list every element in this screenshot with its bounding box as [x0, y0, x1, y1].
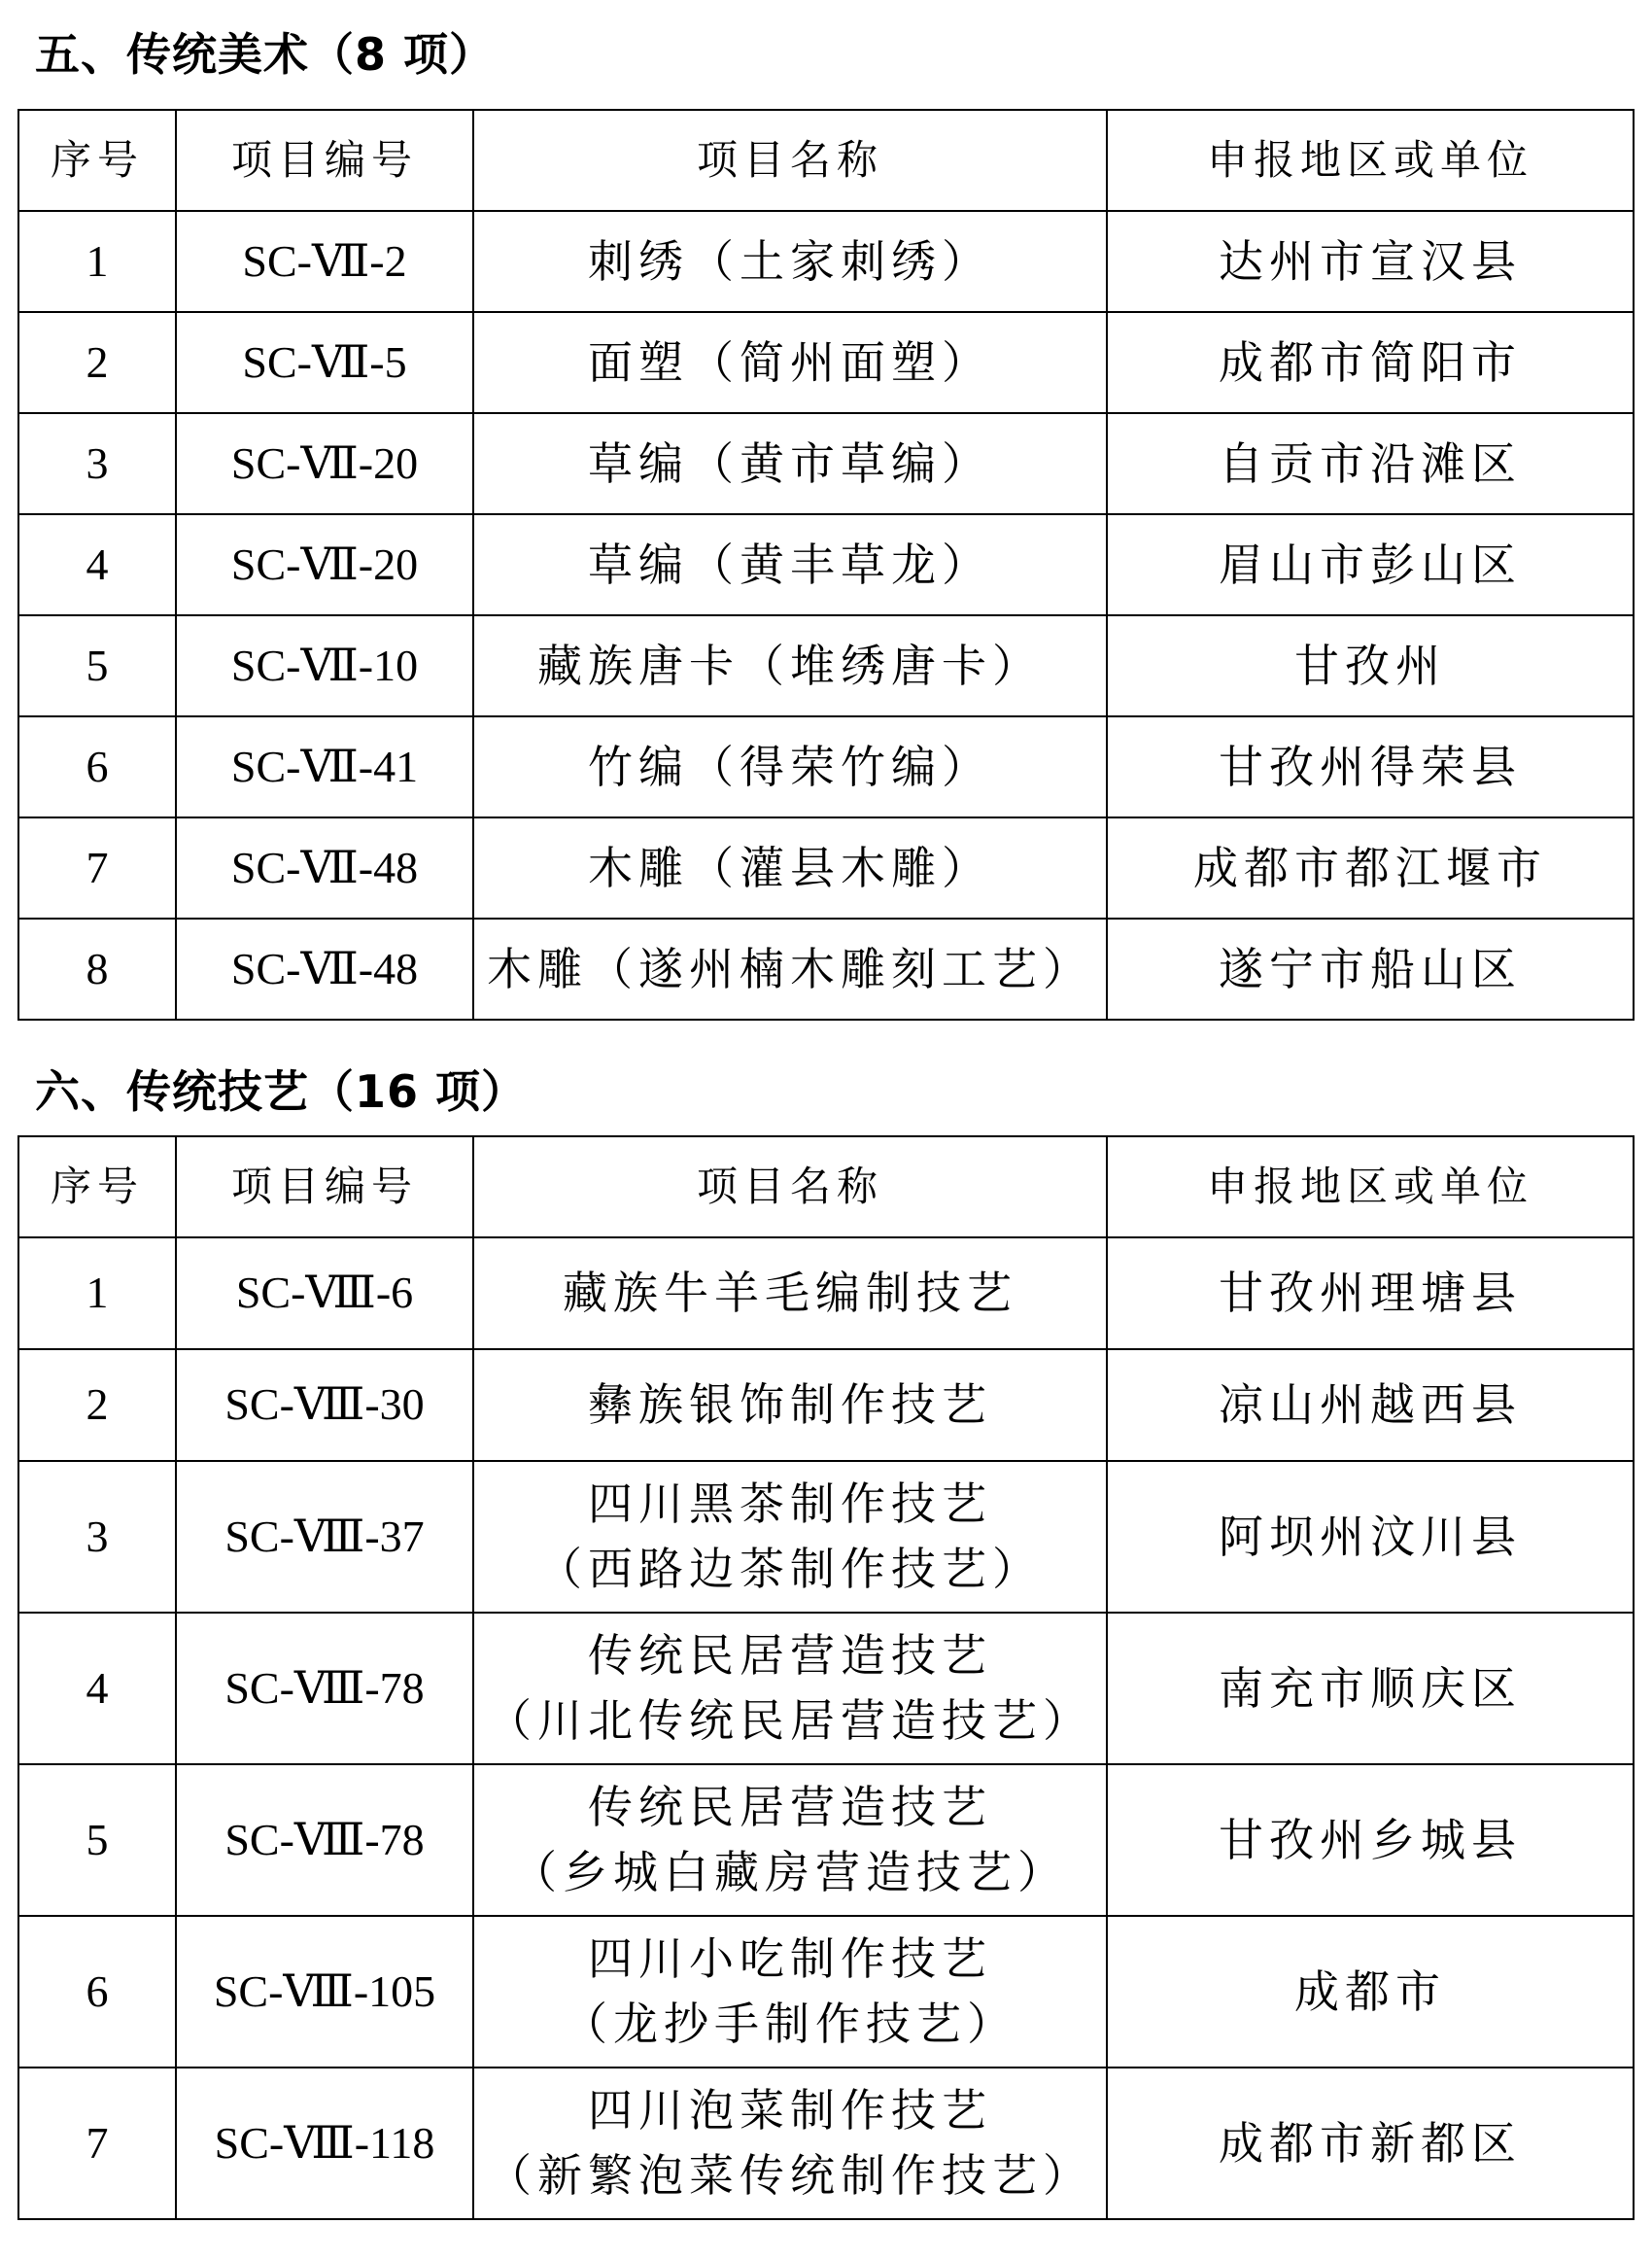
cell-code: SC-Ⅷ-6 — [176, 1237, 473, 1349]
cell-name — [473, 1764, 1107, 1916]
cell-name-line: 四川小吃制作技艺 — [588, 1932, 992, 1986]
table-row — [18, 1764, 1634, 1916]
cell-name-line: （川北传统民居营造技艺） — [487, 1694, 1093, 1747]
cell-region: 甘孜州乡城县 — [1107, 1764, 1634, 1916]
cell-name-line: 四川黑茶制作技艺 — [588, 1477, 992, 1531]
cell-region: 阿坝州汶川县 — [1107, 1461, 1634, 1613]
table-row — [18, 514, 1634, 615]
table-header-row — [18, 110, 1634, 211]
cell-code: SC-Ⅶ-48 — [176, 919, 473, 1020]
table-row — [18, 1613, 1634, 1764]
cell-name-line: 刺绣（土家刺绣） — [588, 234, 992, 288]
table-traditional-art — [17, 109, 1635, 1021]
cell-serial: 4 — [18, 514, 176, 615]
section-title-traditional-craft: 六、传统技艺（16 项） — [35, 1065, 528, 1118]
cell-code: SC-Ⅷ-105 — [176, 1916, 473, 2068]
table-row — [18, 413, 1634, 514]
cell-name — [473, 1461, 1107, 1613]
cell-region: 成都市简阳市 — [1107, 312, 1634, 413]
cell-serial: 6 — [18, 1916, 176, 2068]
cell-code: SC-Ⅶ-5 — [176, 312, 473, 413]
cell-serial: 4 — [18, 1613, 176, 1764]
cell-name — [473, 919, 1107, 1020]
header-name: 项目名称 — [473, 110, 1107, 211]
cell-name — [473, 312, 1107, 413]
cell-name-line: （西路边茶制作技艺） — [537, 1543, 1043, 1595]
cell-serial: 7 — [18, 817, 176, 919]
cell-code: SC-Ⅶ-10 — [176, 615, 473, 716]
cell-code: SC-Ⅶ-41 — [176, 716, 473, 817]
cell-name — [473, 1916, 1107, 2068]
header-region: 申报地区或单位 — [1107, 1136, 1634, 1237]
cell-code: SC-Ⅷ-118 — [176, 2068, 473, 2219]
cell-name-line: 面塑（简州面塑） — [588, 335, 992, 389]
table-row — [18, 2068, 1634, 2219]
cell-serial: 1 — [18, 211, 176, 312]
cell-name — [473, 413, 1107, 514]
table-row — [18, 716, 1634, 817]
cell-region: 甘孜州理塘县 — [1107, 1237, 1634, 1349]
cell-serial: 8 — [18, 919, 176, 1020]
cell-region: 遂宁市船山区 — [1107, 919, 1634, 1020]
cell-serial: 3 — [18, 413, 176, 514]
cell-name — [473, 514, 1107, 615]
cell-name-line: 传统民居营造技艺 — [588, 1781, 992, 1834]
cell-name — [473, 211, 1107, 312]
cell-region: 凉山州越西县 — [1107, 1349, 1634, 1461]
cell-name-line: 木雕（遂州楠木雕刻工艺） — [487, 942, 1093, 995]
header-name: 项目名称 — [473, 1136, 1107, 1237]
cell-serial: 2 — [18, 312, 176, 413]
header-code: 项目编号 — [176, 110, 473, 211]
cell-region: 成都市都江堰市 — [1107, 817, 1634, 919]
cell-region: 南充市顺庆区 — [1107, 1613, 1634, 1764]
cell-name-line: 四川泡菜制作技艺 — [588, 2084, 992, 2137]
cell-serial: 6 — [18, 716, 176, 817]
table-row — [18, 817, 1634, 919]
cell-serial: 5 — [18, 615, 176, 716]
cell-name-line: 藏族牛羊毛编制技艺 — [563, 1267, 1017, 1320]
cell-code: SC-Ⅶ-48 — [176, 817, 473, 919]
cell-region: 甘孜州得荣县 — [1107, 716, 1634, 817]
cell-name-line: 传统民居营造技艺 — [588, 1629, 992, 1683]
table-row — [18, 919, 1634, 1020]
table-traditional-craft — [17, 1135, 1635, 2220]
cell-name-line: （新繁泡菜传统制作技艺） — [487, 2149, 1093, 2202]
header-region: 申报地区或单位 — [1107, 110, 1634, 211]
cell-code: SC-Ⅷ-78 — [176, 1613, 473, 1764]
cell-code: SC-Ⅶ-20 — [176, 413, 473, 514]
cell-name-line: 彝族银饰制作技艺 — [588, 1378, 992, 1432]
cell-name — [473, 1349, 1107, 1461]
header-serial: 序号 — [18, 1136, 176, 1237]
cell-region: 眉山市彭山区 — [1107, 514, 1634, 615]
cell-code: SC-Ⅷ-30 — [176, 1349, 473, 1461]
cell-serial: 7 — [18, 2068, 176, 2219]
cell-code: SC-Ⅶ-20 — [176, 514, 473, 615]
cell-name — [473, 2068, 1107, 2219]
table-row — [18, 312, 1634, 413]
cell-serial: 5 — [18, 1764, 176, 1916]
table-row — [18, 211, 1634, 312]
table-header-row — [18, 1136, 1634, 1237]
table-row — [18, 1916, 1634, 2068]
cell-code: SC-Ⅷ-37 — [176, 1461, 473, 1613]
table-row — [18, 1237, 1634, 1349]
cell-region: 自贡市沿滩区 — [1107, 413, 1634, 514]
cell-region: 成都市新都区 — [1107, 2068, 1634, 2219]
table-row — [18, 1461, 1634, 1613]
cell-name — [473, 1613, 1107, 1764]
table-row — [18, 615, 1634, 716]
cell-name — [473, 817, 1107, 919]
cell-name-line: （乡城白藏房营造技艺） — [512, 1846, 1068, 1898]
cell-region: 甘孜州 — [1107, 615, 1634, 716]
cell-name — [473, 716, 1107, 817]
cell-serial: 1 — [18, 1237, 176, 1349]
section-title-traditional-art: 五、传统美术（8 项） — [35, 28, 496, 81]
cell-name-line: 木雕（灌县木雕） — [588, 841, 992, 894]
cell-region: 达州市宣汉县 — [1107, 211, 1634, 312]
table-row — [18, 1349, 1634, 1461]
cell-name-line: 藏族唐卡（堆绣唐卡） — [537, 639, 1043, 692]
cell-name — [473, 1237, 1107, 1349]
cell-name — [473, 615, 1107, 716]
cell-serial: 3 — [18, 1461, 176, 1613]
cell-name-line: 草编（黄市草编） — [588, 436, 992, 490]
cell-code: SC-Ⅶ-2 — [176, 211, 473, 312]
cell-name-line: （龙抄手制作技艺） — [563, 1998, 1017, 2050]
cell-region: 成都市 — [1107, 1916, 1634, 2068]
cell-name-line: 竹编（得荣竹编） — [588, 740, 992, 793]
header-serial: 序号 — [18, 110, 176, 211]
header-code: 项目编号 — [176, 1136, 473, 1237]
cell-code: SC-Ⅷ-78 — [176, 1764, 473, 1916]
cell-serial: 2 — [18, 1349, 176, 1461]
cell-name-line: 草编（黄丰草龙） — [588, 538, 992, 591]
